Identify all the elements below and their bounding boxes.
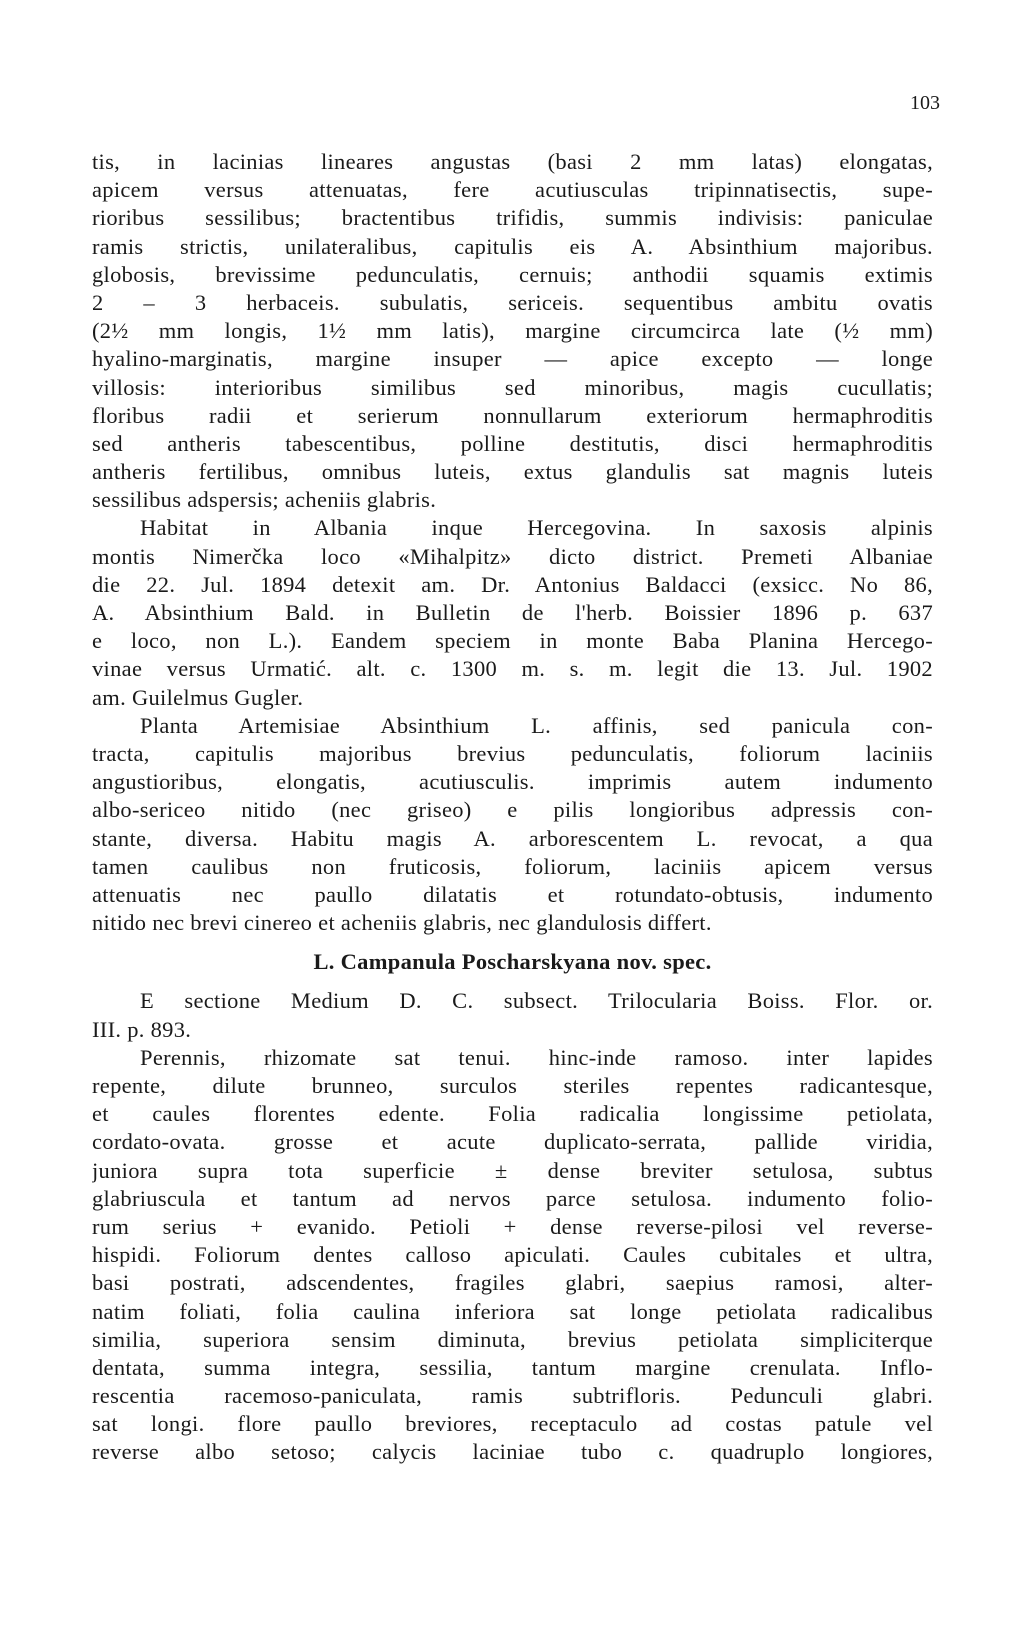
text-line: albo-sericeo nitido (nec griseo) e pilis longioribus adpressis con- — [92, 797, 933, 823]
text-line: basi postrati, adscendentes, fragiles glabri, saepius ramosi, alter- — [92, 1270, 933, 1296]
text-line: III. p. 893. — [92, 1016, 192, 1042]
text-line: antheris fertilibus, omnibus luteis, extus glandulis sat magnis luteis — [92, 459, 933, 485]
text-line: montis Nimerčka loco «Mihalpitz» dicto district. Premeti Albaniae — [92, 543, 933, 569]
text-line: similia, superiora sensim diminuta, brevius petiolata simpliciterque — [92, 1326, 933, 1352]
text-line: rescentia racemoso-paniculata, ramis subtrifloris. Pedunculi glabri. — [92, 1383, 933, 1409]
page-number: 103 — [910, 92, 940, 114]
text-line: vinae versus Urmatić. alt. c. 1300 m. s. m. legit die 13. Jul. 1902 — [92, 656, 933, 682]
text-line: natim foliati, folia caulina inferiora sat longe petiolata radicalibus — [92, 1298, 933, 1324]
text-line: glabriuscula et tantum ad nervos parce setulosa. indumento folio- — [92, 1185, 933, 1211]
text-line: tamen caulibus non fruticosis, foliorum, laciniis apicem versus — [92, 853, 933, 879]
text-line: 2 – 3 herbaceis. subulatis, sericeis. sequentibus ambitu ovatis — [92, 289, 933, 315]
text-line: sessilibus adspersis; acheniis glabris. — [92, 487, 437, 513]
text-line: reverse albo setoso; calycis laciniae tubo c. quadruplo longiores, — [92, 1439, 933, 1465]
text-line: nitido nec brevi cinereo et acheniis glabris, nec glandulosis differt. — [92, 910, 712, 936]
text-line: juniora supra tota superficie ± dense breviter setulosa, subtus — [92, 1157, 933, 1183]
text-line: floribus radii et serierum nonnullarum exteriorum hermaphroditis — [92, 402, 933, 428]
text-line: tis, in lacinias lineares angustas (basi 2 mm latas) elongatas, — [92, 149, 933, 174]
text-line: stante, diversa. Habitu magis A. arborescentem L. revocat, a qua — [92, 825, 933, 851]
text-line: repente, dilute brunneo, surculos steriles repentes radicantesque, — [92, 1073, 933, 1098]
text-line: attenuatis nec paullo dilatatis et rotundato-obtusis, indumento — [92, 881, 933, 907]
text-line: Perennis, rhizomate sat tenui. hinc-inde ramoso. inter lapides — [140, 1044, 933, 1070]
text-line: sat longi. flore paullo breviores, receptaculo ad costas patule vel — [92, 1411, 933, 1437]
text-line: tracta, capitulis majoribus brevius pedunculatis, foliorum laciniis — [92, 740, 933, 766]
text-line: villosis: interioribus similibus sed minoribus, magis cucullatis; — [92, 374, 933, 400]
text-line: Habitat in Albania inque Hercegovina. In saxosis alpinis — [140, 515, 933, 541]
text-line: angustioribus, elongatis, acutiusculis. imprimis autem indumento — [92, 769, 933, 795]
text-line: et caules florentes edente. Folia radicalia longissime petiolata, — [92, 1101, 933, 1127]
text-line: die 22. Jul. 1894 detexit am. Dr. Antonius Baldacci (exsicc. No 86, — [92, 571, 933, 597]
text-line: Planta Artemisiae Absinthium L. affinis, sed panicula con- — [140, 712, 933, 738]
text-line: hyalino-marginatis, margine insuper — apice excepto — longe — [92, 346, 933, 372]
text-line: cordato-ovata. grosse et acute duplicato-serrata, pallide viridia, — [92, 1129, 933, 1155]
body-text — [92, 148, 933, 1467]
text-line: L. Campanula Poscharskyana nov. spec. — [313, 949, 712, 975]
text-line: ramis strictis, unilateralibus, capitulis eis A. Absinthium majoribus. — [92, 233, 933, 259]
text-line: rum serius + evanido. Petioli + dense reverse-pilosi vel reverse- — [92, 1213, 933, 1239]
text-line: globosis, brevissime pedunculatis, cernuis; anthodii squamis extimis — [92, 261, 933, 287]
text-line: A. Absinthium Bald. in Bulletin de l'herb. Boissier 1896 p. 637 — [92, 600, 933, 625]
text-line: apicem versus attenuatas, fere acutiusculas tripinnatisectis, supe- — [92, 177, 933, 203]
text-line: rioribus sessilibus; bractentibus trifidis, summis indivisis: paniculae — [92, 205, 933, 231]
text-line: (2½ mm longis, 1½ mm latis), margine circumcirca late (½ mm) — [92, 318, 933, 344]
text-line: am. Guilelmus Gugler. — [92, 684, 304, 710]
text-line: sed antheris tabescentibus, polline destitutis, disci hermaphroditis — [92, 430, 933, 456]
text-line: e loco, non L.). Eandem speciem in monte Baba Planina Hercego- — [92, 628, 933, 654]
text-line: E sectione Medium D. C. subsect. Trilocularia Boiss. Flor. or. — [140, 988, 933, 1014]
text-line: dentata, summa integra, sessilia, tantum margine crenulata. Inflo- — [92, 1354, 933, 1380]
text-line: hispidi. Foliorum dentes calloso apiculati. Caules cubitales et ultra, — [92, 1242, 933, 1268]
